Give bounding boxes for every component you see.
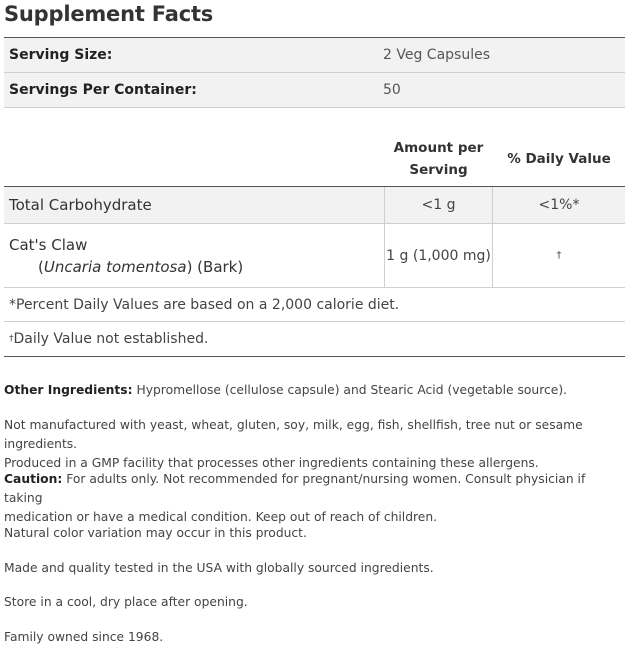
allergen-line-2: Produced in a GMP facility that processes other ingredients containing these allergens.: [4, 456, 539, 470]
supplement-facts-table: [4, 132, 625, 357]
servings-per-container-label: Servings Per Container:: [9, 82, 197, 98]
serving-size-row: [4, 38, 625, 73]
ingredient-name: Total Carbohydrate: [9, 196, 152, 214]
source-open-paren: (: [38, 257, 44, 276]
caution-line-1: [4, 470, 625, 508]
servings-per-container-row: [4, 73, 625, 108]
ingredient-amount: <1 g: [384, 187, 493, 223]
serving-size-label: Serving Size:: [9, 47, 113, 63]
table-row: [4, 187, 625, 224]
footnote-percent-dv: *Percent Daily Values are based on a 2,000 calorie diet.: [4, 288, 625, 322]
botanical-name: Uncaria tomentosa: [43, 257, 187, 276]
other-ingredients-text: Hypromellose (cellulose capsule) and Stearic Acid (vegetable source).: [132, 383, 568, 397]
ingredient-amount: 1 g (1,000 mg): [384, 224, 493, 287]
header-daily-value: % Daily Value: [507, 151, 611, 167]
table-header: [4, 132, 625, 187]
allergen-statement: [4, 416, 625, 473]
servings-per-container-value: 50: [383, 82, 401, 98]
caution-text: For adults only. Not recommended for pregnant/nursing women. Consult physician if taking: [4, 472, 586, 505]
footnote-text: Daily Value not established.: [13, 331, 209, 347]
color-variation-note: Natural color variation may occur in this product.: [4, 526, 307, 540]
caution-label: Caution:: [4, 472, 63, 486]
source-part: ) (Bark): [186, 257, 244, 276]
caution-statement: [4, 470, 625, 527]
dagger-mark: †: [9, 334, 14, 344]
storage-note: Store in a cool, dry place after opening.: [4, 595, 248, 609]
ingredient-source: [9, 258, 384, 276]
ingredient-daily-value: <1%*: [538, 197, 580, 213]
other-ingredients-label: Other Ingredients:: [4, 383, 133, 397]
footnotes: [4, 288, 625, 357]
header-amount-per-serving: Amount per Serving: [393, 140, 484, 178]
serving-size-value: 2 Veg Capsules: [383, 47, 491, 63]
serving-info-table: [4, 37, 625, 108]
other-ingredients: [4, 381, 625, 400]
ingredient-cell: [4, 236, 384, 276]
ingredient-daily-value: †: [556, 250, 562, 261]
family-owned-note: Family owned since 1968.: [4, 630, 164, 644]
caution-line-2: medication or have a medical condition. Keep out of reach of children.: [4, 510, 438, 524]
allergen-line-1: Not manufactured with yeast, wheat, gluten, soy, milk, egg, fish, shellfish, tree nut or sesame ingredients.: [4, 418, 583, 451]
page-title: Supplement Facts: [4, 2, 214, 26]
made-in-usa-note: Made and quality tested in the USA with globally sourced ingredients.: [4, 561, 434, 575]
table-row: [4, 224, 625, 288]
ingredient-name: Cat's Claw: [9, 235, 88, 254]
footnote-dv-not-established: [4, 322, 625, 356]
